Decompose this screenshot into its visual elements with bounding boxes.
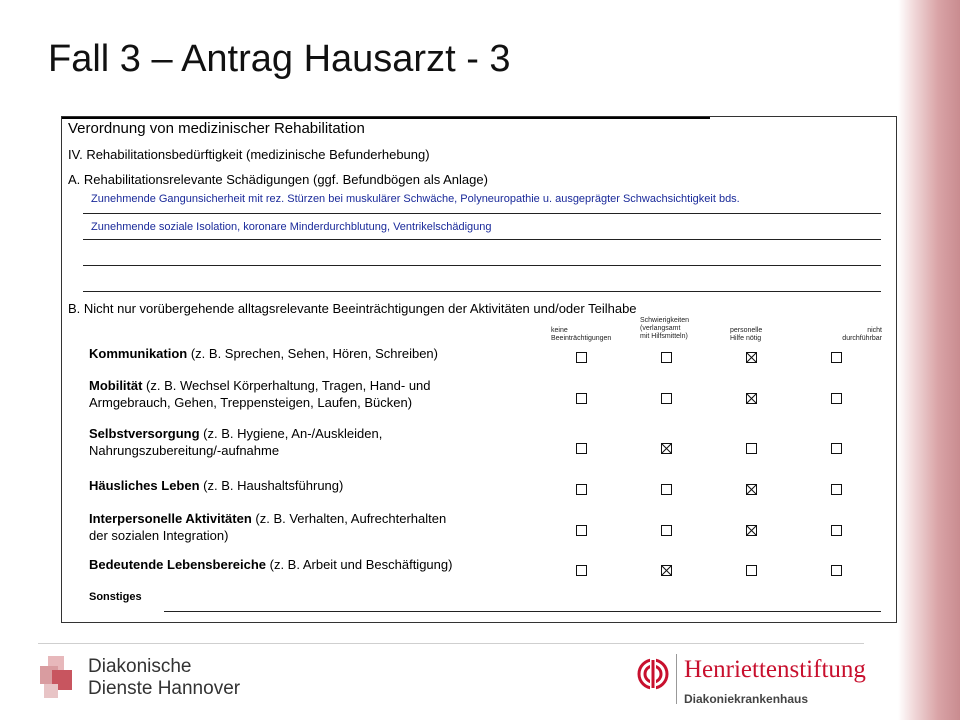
checkmark-x-icon xyxy=(747,485,756,494)
section-iv-heading: IV. Rehabilitationsbedürftigkeit (medizinische Befunderhebung) xyxy=(68,147,430,162)
rating-checkbox[interactable] xyxy=(576,484,587,495)
column-header-not-possible xyxy=(812,327,882,343)
rating-checkbox[interactable] xyxy=(746,443,757,454)
checkmark-x-icon xyxy=(662,444,671,453)
activity-name: Häusliches Leben xyxy=(89,478,200,493)
activity-examples: (z. B. Hygiene, An-/Auskleiden, xyxy=(199,426,383,441)
column-header-line: nicht xyxy=(867,327,882,334)
checkmark-x-icon xyxy=(747,526,756,535)
checkmark-x-icon xyxy=(662,566,671,575)
column-header-none xyxy=(551,327,611,343)
diakonische-squares-icon xyxy=(40,656,80,700)
section-a-heading: A. Rehabilitationsrelevante Schädigungen (ggf. Befundbögen als Anlage) xyxy=(68,172,488,187)
column-header-line: (verlangsamt xyxy=(640,325,681,332)
other-label: Sonstiges xyxy=(89,591,142,603)
column-header-difficulty xyxy=(640,317,689,341)
column-header-line: durchführbar xyxy=(842,335,882,342)
activity-name: Mobilität xyxy=(89,378,143,393)
rating-checkbox[interactable] xyxy=(661,525,672,536)
rating-checkbox-checked[interactable] xyxy=(746,352,757,363)
rating-checkbox[interactable] xyxy=(831,484,842,495)
section-b-heading: B. Nicht nur vorübergehende alltagsrelevante Beeinträchtigungen der Aktivitäten und/oder Teilhabe xyxy=(68,301,637,316)
footer-divider xyxy=(38,643,864,644)
entry-line xyxy=(83,239,881,240)
finding-entry-1: Zunehmende Gangunsicherheit mit rez. Stürzen bei muskulärer Schwäche, Polyneuropathie u. ausgeprägter Schwachsichtigkeit bds. xyxy=(91,193,740,205)
henriettenstiftung-name: Henriettenstiftung xyxy=(684,656,866,683)
activity-examples: (z. B. Wechsel Körperhaltung, Tragen, Hand- und xyxy=(142,378,431,393)
rating-checkbox[interactable] xyxy=(831,443,842,454)
activity-row-domestic-life-label xyxy=(89,477,343,494)
activity-examples: (z. B. Verhalten, Aufrechterhalten xyxy=(251,511,447,526)
decorative-side-band xyxy=(898,0,960,720)
logo-line: Dienste Hannover xyxy=(88,678,241,699)
activity-examples-continued: Nahrungszubereitung/-aufnahme xyxy=(89,443,280,458)
rating-checkbox-checked[interactable] xyxy=(746,484,757,495)
rating-checkbox-checked[interactable] xyxy=(661,443,672,454)
henriettenstiftung-subtitle: Diakoniekrankenhaus xyxy=(684,692,809,706)
rating-checkbox[interactable] xyxy=(831,393,842,404)
entry-line xyxy=(83,291,881,292)
rating-checkbox[interactable] xyxy=(576,443,587,454)
rating-checkbox-checked[interactable] xyxy=(746,393,757,404)
entry-line xyxy=(83,213,881,214)
rehab-form xyxy=(61,116,897,623)
logo-divider xyxy=(676,654,677,704)
activity-row-self-care-label xyxy=(89,425,382,459)
form-top-rule xyxy=(62,117,710,119)
form-title: Verordnung von medizinischer Rehabilitation xyxy=(68,120,365,137)
rating-checkbox[interactable] xyxy=(831,352,842,363)
logo-line: Diakonische xyxy=(88,656,192,677)
rating-checkbox[interactable] xyxy=(576,565,587,576)
checkmark-x-icon xyxy=(747,353,756,362)
activity-name: Bedeutende Lebensbereiche xyxy=(89,557,266,572)
column-header-line: Beeinträchtigungen xyxy=(551,335,612,342)
rating-checkbox-checked[interactable] xyxy=(746,525,757,536)
column-header-line: keine xyxy=(551,327,568,334)
rating-checkbox[interactable] xyxy=(661,393,672,404)
rating-checkbox[interactable] xyxy=(576,525,587,536)
rating-checkbox[interactable] xyxy=(661,484,672,495)
column-header-line: Schwierigkeiten xyxy=(640,317,690,324)
entry-line xyxy=(83,265,881,266)
activity-name: Kommunikation xyxy=(89,346,188,361)
henriettenstiftung-emblem-icon xyxy=(636,656,670,696)
rating-checkbox[interactable] xyxy=(576,352,587,363)
other-line xyxy=(164,611,881,612)
activity-row-interpersonal-label xyxy=(89,510,446,544)
activity-examples: (z. B. Sprechen, Sehen, Hören, Schreiben) xyxy=(187,346,438,361)
slide-title: Fall 3 – Antrag Hausarzt - 3 xyxy=(48,38,511,80)
column-header-line: mit Hilfsmitteln) xyxy=(640,333,688,340)
rating-checkbox[interactable] xyxy=(831,565,842,576)
rating-checkbox[interactable] xyxy=(831,525,842,536)
rating-checkbox[interactable] xyxy=(746,565,757,576)
diakonische-logo-text xyxy=(88,656,240,700)
activity-examples: (z. B. Haushaltsführung) xyxy=(199,478,344,493)
finding-entry-2: Zunehmende soziale Isolation, koronare Minderdurchblutung, Ventrikelschädigung xyxy=(91,221,492,233)
checkmark-x-icon xyxy=(747,394,756,403)
activity-name: Interpersonelle Aktivitäten xyxy=(89,511,252,526)
rating-checkbox[interactable] xyxy=(576,393,587,404)
activity-examples-continued: Armgebrauch, Gehen, Treppensteigen, Laufen, Bücken) xyxy=(89,395,413,410)
activity-examples: (z. B. Arbeit und Beschäftigung) xyxy=(266,557,453,572)
activity-row-mobility-label xyxy=(89,377,431,411)
column-header-line: personelle xyxy=(730,327,763,334)
activity-row-major-life-areas-label xyxy=(89,556,452,573)
rating-checkbox[interactable] xyxy=(661,352,672,363)
column-header-assistance xyxy=(730,327,762,343)
rating-checkbox-checked[interactable] xyxy=(661,565,672,576)
activity-row-communication-label xyxy=(89,345,438,362)
column-header-line: Hilfe nötig xyxy=(730,335,762,342)
activity-examples-continued: der sozialen Integration) xyxy=(89,528,229,543)
activity-name: Selbstversorgung xyxy=(89,426,200,441)
